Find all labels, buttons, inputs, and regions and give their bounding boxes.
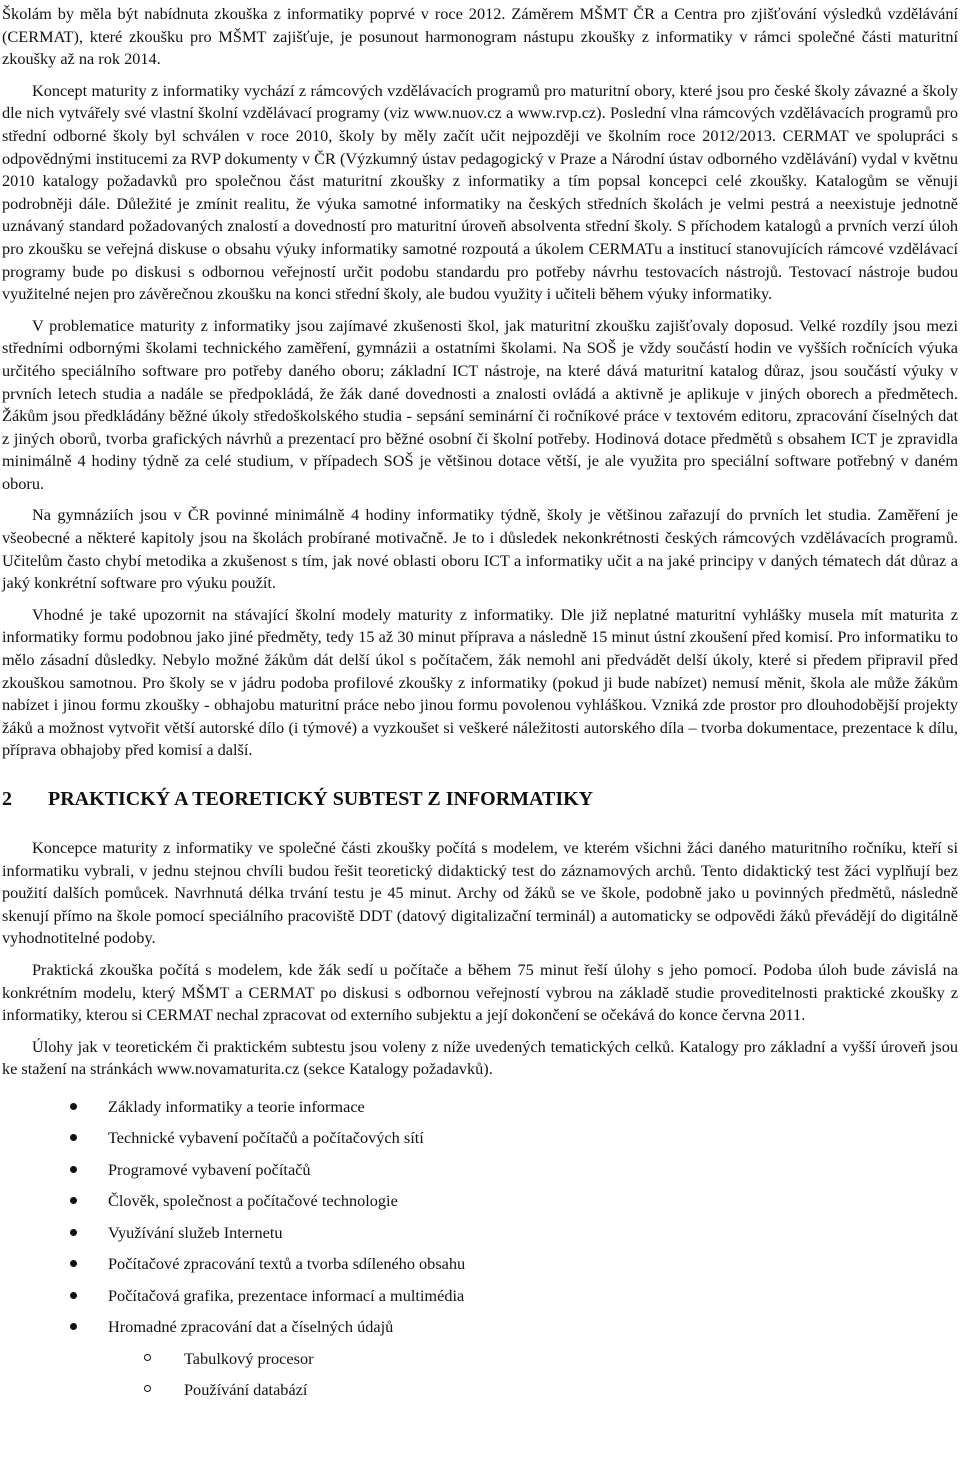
list-item-label: Základy informatiky a teorie informace bbox=[108, 1096, 365, 1116]
bullet-icon bbox=[70, 1229, 77, 1236]
list-item bbox=[2, 1122, 958, 1154]
paragraph-experience: V problematice maturity z informatiky jsou zajímavé zkušenosti škol, jak maturitní zkoušku zajišťovaly doposud. Velké rozdíly jsou mezi středními odbornými školami technického zaměření, gymnázii a ostatními školami. Na SOŠ je vždy součástí hodin ve vyšších ročnících výuka určitého speciálního software pro potřeby daného oboru; základní ICT nástroje, na které dává maturitní katalog důraz, jsou součástí výuky v prvních letech studia a nadále se předpokládá, že žák dané dovednosti a znalosti ovládá a aktivně je aplikuje v jiných oborech a předmětech. Žákům jsou předkládány běžné úkoly středoškolského studia - sepsání seminární či ročníkové práce v textovém editoru, zpracování číselných dat z jiných oborů, tvorba grafických návrhů a prezentací pro běžné osobní či školní potřeby. Hodinová dotace předmětů s obsahem ICT je zpravidla minimálně 4 hodiny týdně za celé studium, v případech SOŠ je většinou dotace větší, je ale využita pro speciální software potřebný v daném oboru. bbox=[2, 315, 958, 493]
list-item-label: Počítačová grafika, prezentace informací a multimédia bbox=[108, 1285, 465, 1305]
bullet-icon bbox=[70, 1323, 77, 1330]
paragraph-school-models: Vhodné je také upozornit na stávající školní modely maturity z informatiky. Dle již neplatné maturitní vyhlášky musela mít maturita z informatiky formu podobnou jako jiné předměty, tedy 15 až 30 minut příprava a následně 15 minut ústní zkoušení před komisí. Pro informatiku to mělo zásadní důsledky. Nebylo možné žákům dát delší úkol s počítačem, žák nemohl ani předvádět delší úkoly, které si předem připravil před zkouškou samotnou. Pro školy se v jádru podoba profilové zkoušky z informatiky (pokud ji bude nabízet) nemusí měnit, škola ale může žákům nabízet i jinou formu zkoušky - obhajobu maturitní práce nebo jinou formu povolenou vyhláškou. Vzniká zde prostor pro dlouhodobější projekty žáků a možnost vytvořit větší autorské dílo (i týmové) a vyzkoušet si veškeré náležitosti autorského díla – tvorba dokumentace, prezentace k dílu, příprava obhajoby před komisí a další. bbox=[2, 604, 958, 760]
bullet-icon bbox=[70, 1103, 77, 1110]
paragraph-topics-intro: Úlohy jak v teoretickém či praktickém subtestu jsou voleny z níže uvedených tematických celků. Katalogy pro základní a vyšší úroveň jsou ke stažení na stránkách www.novamaturita.cz (sekce Katalogy požadavků). bbox=[2, 1036, 958, 1079]
sub-list-item-label: Používání databází bbox=[184, 1379, 308, 1399]
list-item-label: Využívání služeb Internetu bbox=[108, 1222, 283, 1242]
list-item bbox=[2, 1311, 958, 1343]
paragraph-theory-test: Koncepce maturity z informatiky ve společné části zkoušky počítá s modelem, ve kterém všichni žáci daného maturitního ročníku, kteří si informatiku vybrali, v jednu stejnou chvíli budou řešit teoretický didaktický test do záznamových archů. Tento didaktický test žáci vyplňují bez použití dalších pomůcek. Navrhnutá délka trvání testu je 45 minut. Archy od žáků se ve škole, podobně jako u povinných předmětů, následně skenují přímo na škole pomocí speciálního pracoviště DDT (datový digitalizační terminál) a automaticky se odpovědi žáků převádějí do digitálně vyhodnotitelné podoby. bbox=[2, 838, 958, 948]
circle-bullet-icon bbox=[144, 1385, 151, 1392]
list-item-label: Počítačové zpracování textů a tvorba sdíleného obsahu bbox=[108, 1254, 466, 1274]
section-heading bbox=[2, 787, 958, 811]
topic-list bbox=[2, 1091, 958, 1343]
bullet-icon bbox=[70, 1134, 77, 1141]
list-item-label: Programové vybavení počítačů bbox=[108, 1159, 311, 1179]
bullet-icon bbox=[70, 1166, 77, 1173]
section-number: 2 bbox=[2, 788, 12, 810]
list-item bbox=[2, 1280, 958, 1312]
list-item bbox=[2, 1217, 958, 1249]
list-item bbox=[2, 1154, 958, 1186]
list-item-label: Technické vybavení počítačů a počítačových sítí bbox=[108, 1128, 424, 1148]
paragraph-practical-test: Praktická zkouška počítá s modelem, kde žák sedí u počítače a během 75 minut řeší úlohy s jeho pomocí. Podoba úloh bude závislá na konkrétním modelu, který MŠMT a CERMAT po diskusi s odbornou veřejností vybrou na základě studie proveditelnosti praktické zkoušky z informatiky, kterou si CERMAT nechal zpracovat od externího subjektu a její dokončení se očekává do konce června 2011. bbox=[2, 959, 958, 1025]
sub-list-item bbox=[2, 1343, 958, 1374]
list-item bbox=[2, 1091, 958, 1123]
subtopic-list bbox=[2, 1343, 958, 1405]
circle-bullet-icon bbox=[144, 1354, 151, 1361]
paragraph-intro: Školám by měla být nabídnuta zkouška z informatiky poprvé v roce 2012. Záměrem MŠMT ČR a Centra pro zjišťování výsledků vzdělávání (CERMAT), které zkoušku pro MŠMT zajišťuje, je posunout harmonogram nástupu zkoušky z informatiky v rámci společné části maturitní zkoušky až na rok 2014. bbox=[2, 4, 958, 69]
bullet-icon bbox=[70, 1292, 77, 1299]
paragraph-concept: Koncept maturity z informatiky vychází z rámcových vzdělávacích programů pro maturitní obory, které jsou pro české školy závazné a školy dle nich vytvářely své vlastní školní vzdělávací programy (viz www.nuov.cz a www.rvp.cz). Poslední vlna rámcových vzdělávacích programů pro střední odborné školy byl schválen v roce 2010, školy by měly začít učit nejpozději ve školním roce 2012/2013. CERMAT ve spolupráci s odpovědnými institucemi za RVP dokumenty v ČR (Výzkumný ústav pedagogický v Praze a Národní ústav odborného vzdělávání) vydal v květnu 2010 katalogy požadavků pro společnou část maturitní zkoušky z informatiky a tím popsal koncepci celé zkoušky. Katalogům se věnuji podrobněji dále. Důležité je zmínit realitu, že výuka samotné informatiky na českých středních školách je velmi pestrá a neexistuje jednotně uznávaný standard požadovaných znalostí a dovedností pro maturitní úroveň absolventa střední školy. S příchodem katalogů a prvních verzí úloh pro zkoušku se veřejná diskuse o obsahu výuky informatiky samotné rozpoutá a úkolem CERMATu a institucí stanovujících rámcové vzdělávací programy bude po diskusi s odbornou veřejností určit podobu standardu pro potřeby návrhu testovacích nástrojů. Testovací nástroje budou využitelné nejen pro závěrečnou zkoušku na konci střední školy, ale budou využity i učiteli během výuky informatiky. bbox=[2, 80, 958, 304]
list-item-label: Člověk, společnost a počítačové technologie bbox=[108, 1191, 398, 1211]
list-item-label: Hromadné zpracování dat a číselných údajů bbox=[108, 1317, 394, 1337]
sub-list-item bbox=[2, 1374, 958, 1405]
paragraph-gymnasium: Na gymnáziích jsou v ČR povinné minimálně 4 hodiny informatiky týdně, školy je většinou zařazují do prvních let studia. Zaměření je všeobecné a některé kapitoly jsou na školách probírané motivačně. Je to i důsledek nekonkrétnosti českých rámcových vzdělávacích programů. Učitelům často chybí metodika a zkušenost s tím, jak nové oblasti oboru ICT a informatiky učit a na jaké principy v daných tématech dát důraz a jaký konkrétní software pro výuku použít. bbox=[2, 505, 958, 593]
bullet-icon bbox=[70, 1260, 77, 1267]
sub-list-item-label: Tabulkový procesor bbox=[184, 1348, 314, 1368]
list-item bbox=[2, 1185, 958, 1217]
list-item bbox=[2, 1248, 958, 1280]
section-title: PRAKTICKÝ A TEORETICKÝ SUBTEST Z INFORMATIKY bbox=[48, 788, 594, 810]
bullet-icon bbox=[70, 1197, 77, 1204]
